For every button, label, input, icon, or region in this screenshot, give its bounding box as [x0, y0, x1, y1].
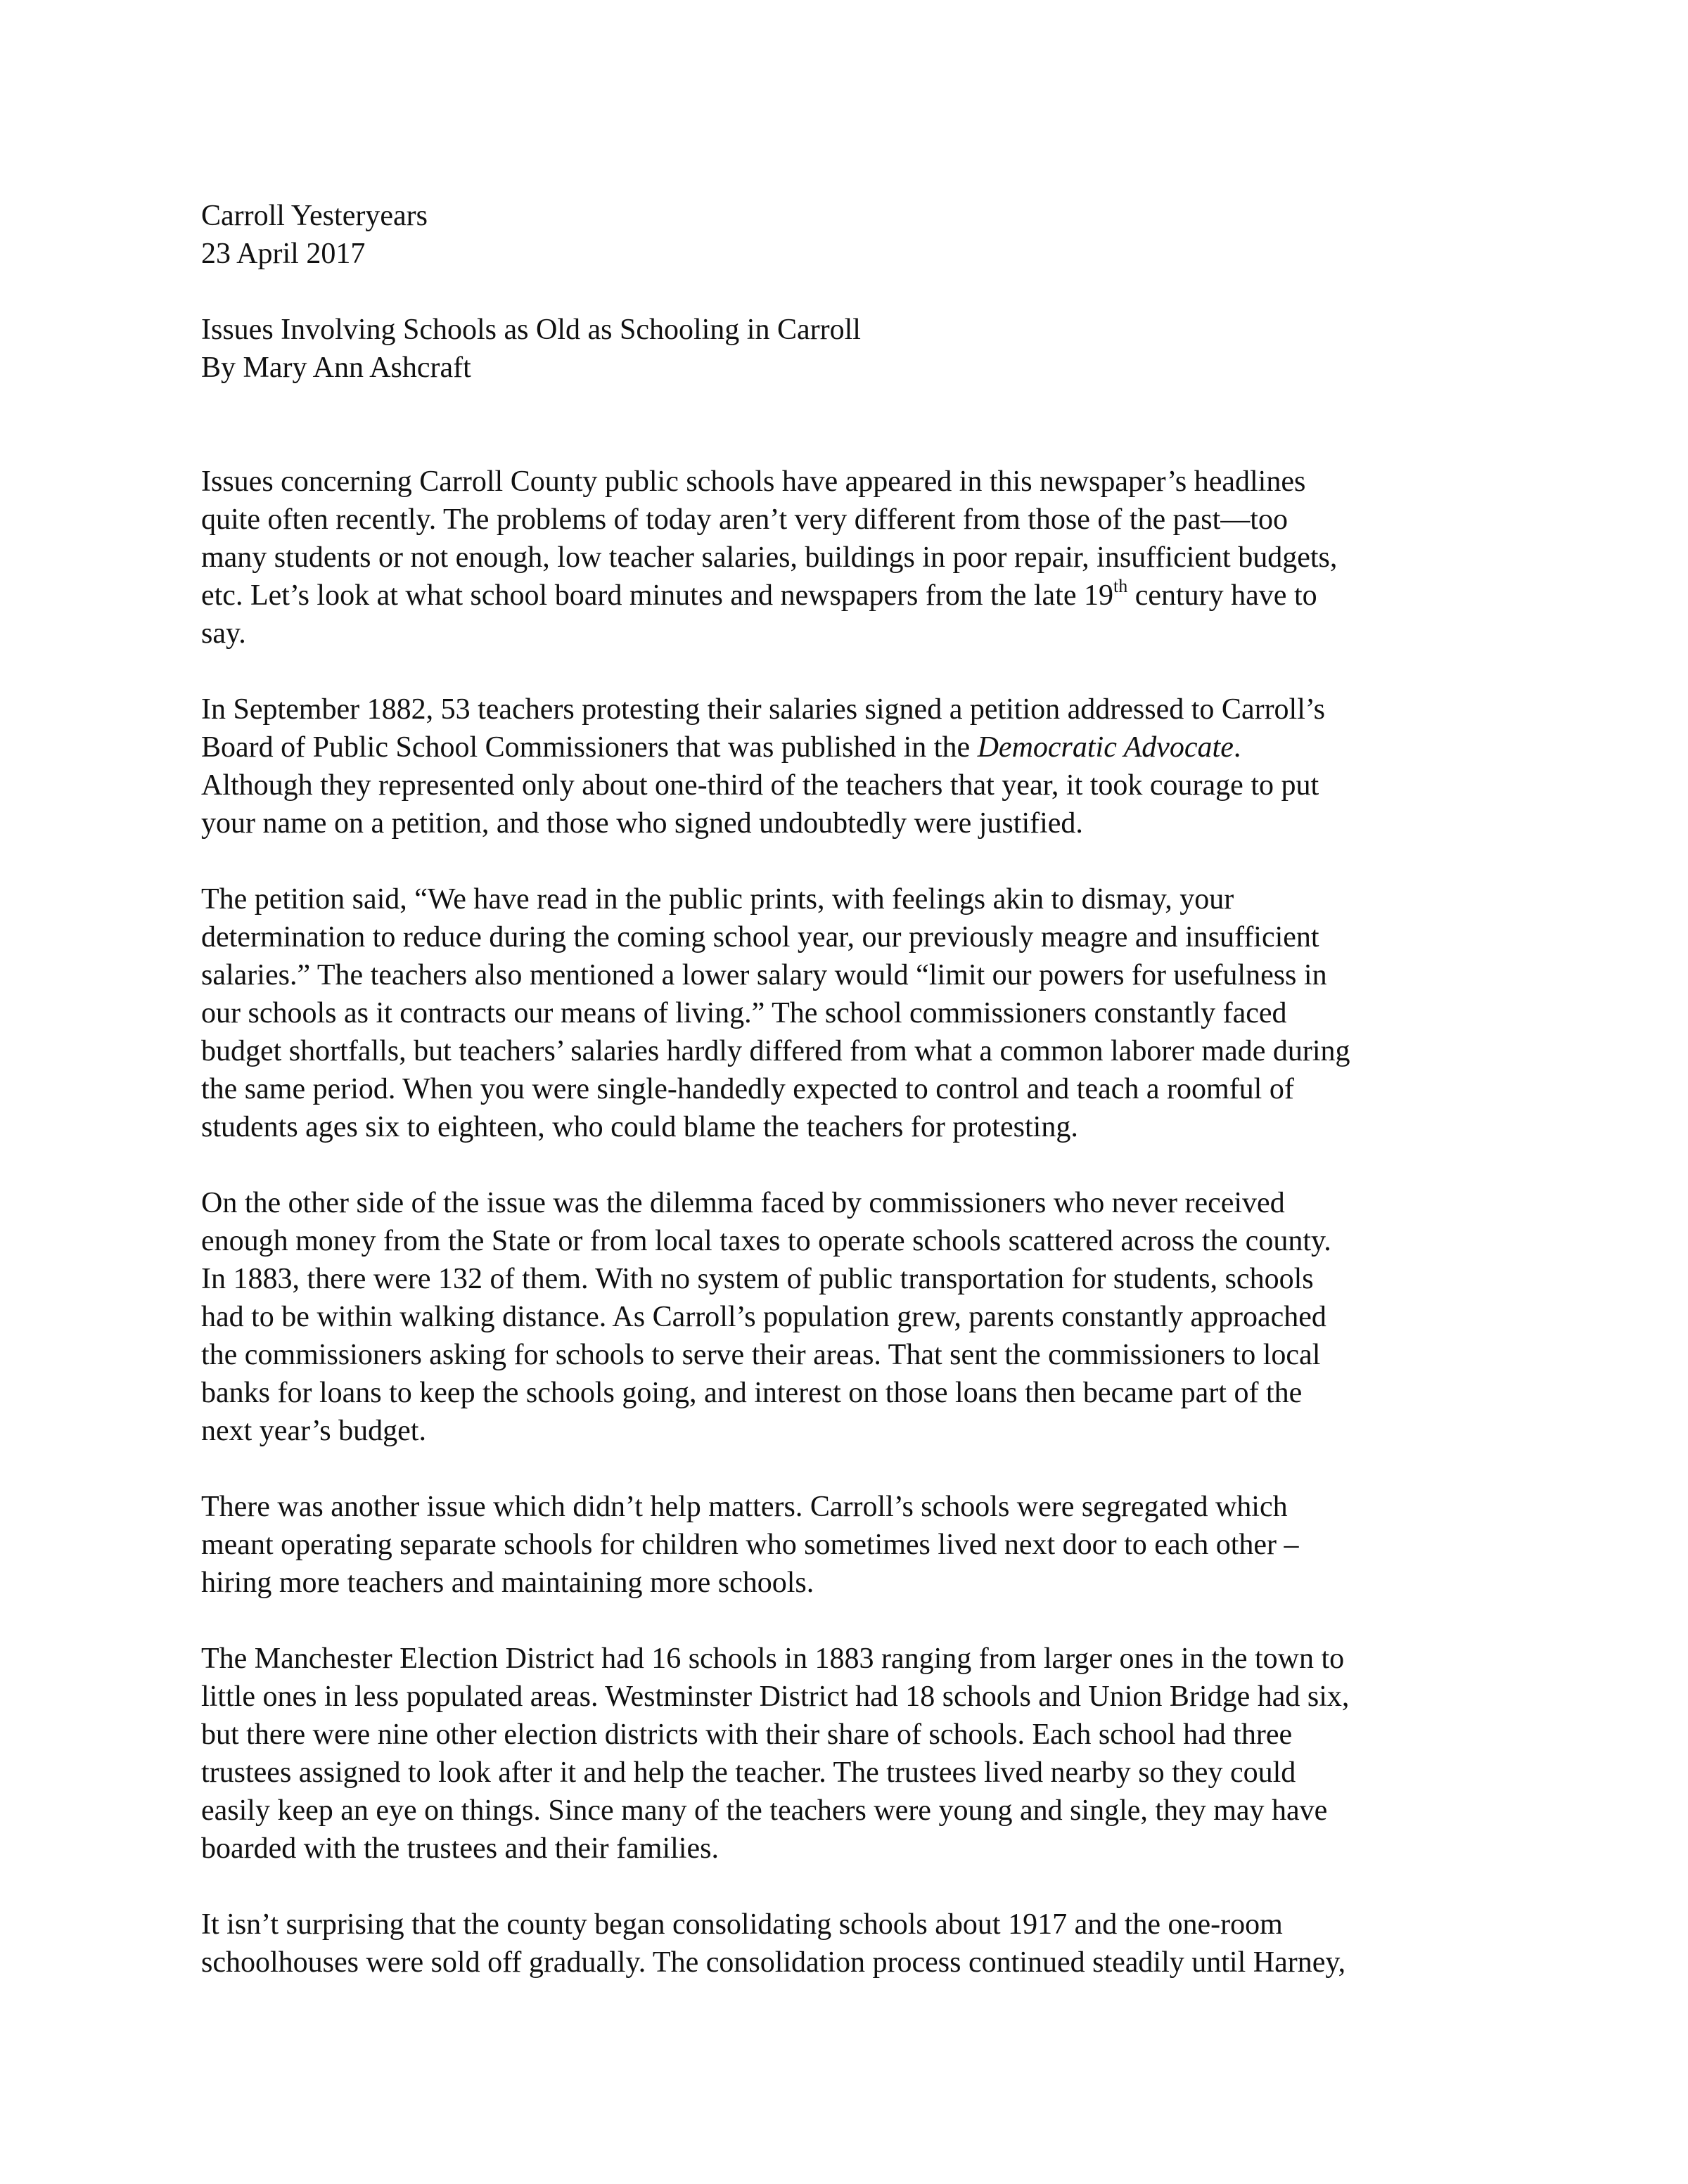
text-line: say.: [201, 617, 246, 650]
spacer: [201, 273, 1523, 311]
text-line: schoolhouses were sold off gradually. The consolidation process continued steadily until Harney,: [201, 1946, 1346, 1979]
text-line: salaries.” The teachers also mentioned a lower salary would “limit our powers for usefulness in: [201, 959, 1327, 991]
article-byline: By Mary Ann Ashcraft: [201, 352, 471, 384]
newspaper-name: Democratic Advocate: [977, 731, 1234, 764]
title-block: [201, 311, 1523, 387]
header-block: [201, 197, 1523, 273]
text-line: determination to reduce during the coming school year, our previously meagre and insufficient: [201, 921, 1319, 953]
text-line: but there were nine other election districts with their share of schools. Each school had three: [201, 1719, 1293, 1751]
text-line: the same period. When you were single-handedly expected to control and teach a roomful of: [201, 1073, 1294, 1105]
paragraph: [201, 880, 1523, 1146]
text-line: little ones in less populated areas. Westminster District had 18 schools and Union Bridge had six,: [201, 1681, 1350, 1713]
text-line: your name on a petition, and those who signed undoubtedly were justified.: [201, 807, 1083, 840]
text-line: had to be within walking distance. As Carroll’s population grew, parents constantly approached: [201, 1301, 1326, 1333]
text-line: the commissioners asking for schools to serve their areas. That sent the commissioners to local: [201, 1339, 1321, 1371]
text-line: The petition said, “We have read in the public prints, with feelings akin to dismay, your: [201, 883, 1234, 916]
paragraph: [201, 1488, 1523, 1602]
text-line: quite often recently. The problems of today aren’t very different from those of the past—too: [201, 503, 1288, 536]
article-body: [201, 463, 1523, 1981]
publication-date: 23 April 2017: [201, 238, 366, 270]
text-line: Board of Public School Commissioners that was published in the Democratic Advocate.: [201, 731, 1241, 764]
paragraph: [201, 463, 1523, 653]
text-line: next year’s budget.: [201, 1415, 426, 1447]
text-line: easily keep an eye on things. Since many of the teachers were young and single, they may have: [201, 1794, 1328, 1827]
text-line: boarded with the trustees and their families.: [201, 1832, 719, 1865]
article-title: Issues Involving Schools as Old as Schooling in Carroll: [201, 314, 861, 346]
text-line: etc. Let’s look at what school board minutes and newspapers from the late 19th century have to: [201, 576, 1317, 612]
spacer: [201, 387, 1523, 463]
column-name: Carroll Yesteryears: [201, 200, 428, 232]
text-line: It isn’t surprising that the county began consolidating schools about 1917 and the one-room: [201, 1908, 1283, 1941]
text-line: banks for loans to keep the schools going, and interest on those loans then became part of the: [201, 1377, 1303, 1409]
text-line: students ages six to eighteen, who could blame the teachers for protesting.: [201, 1111, 1078, 1143]
text-line: our schools as it contracts our means of living.” The school commissioners constantly faced: [201, 997, 1287, 1029]
text-line: There was another issue which didn’t help matters. Carroll’s schools were segregated which: [201, 1491, 1288, 1523]
text-line: hiring more teachers and maintaining more schools.: [201, 1567, 814, 1599]
text-line: In 1883, there were 132 of them. With no system of public transportation for students, schools: [201, 1263, 1314, 1295]
text-line: enough money from the State or from local taxes to operate schools scattered across the county.: [201, 1225, 1331, 1257]
paragraph: [201, 690, 1523, 842]
document-page: [201, 197, 1523, 2019]
text-line: In September 1882, 53 teachers protesting their salaries signed a petition addressed to Carroll’s: [201, 693, 1325, 726]
paragraph: [201, 1640, 1523, 1868]
text-line: On the other side of the issue was the dilemma faced by commissioners who never received: [201, 1187, 1285, 1219]
text-line: Although they represented only about one-third of the teachers that year, it took courage to put: [201, 769, 1319, 802]
text-line: The Manchester Election District had 16 schools in 1883 ranging from larger ones in the town to: [201, 1643, 1345, 1675]
superscript: th: [1113, 576, 1128, 596]
text-line: Issues concerning Carroll County public schools have appeared in this newspaper’s headlines: [201, 465, 1306, 498]
paragraph: [201, 1184, 1523, 1450]
paragraph: [201, 1906, 1523, 1981]
text-line: budget shortfalls, but teachers’ salaries hardly differed from what a common laborer made during: [201, 1035, 1350, 1067]
text-line: many students or not enough, low teacher salaries, buildings in poor repair, insufficient budgets,: [201, 541, 1338, 574]
text-line: meant operating separate schools for children who sometimes lived next door to each other –: [201, 1529, 1299, 1561]
text-line: trustees assigned to look after it and help the teacher. The trustees lived nearby so they could: [201, 1756, 1296, 1789]
